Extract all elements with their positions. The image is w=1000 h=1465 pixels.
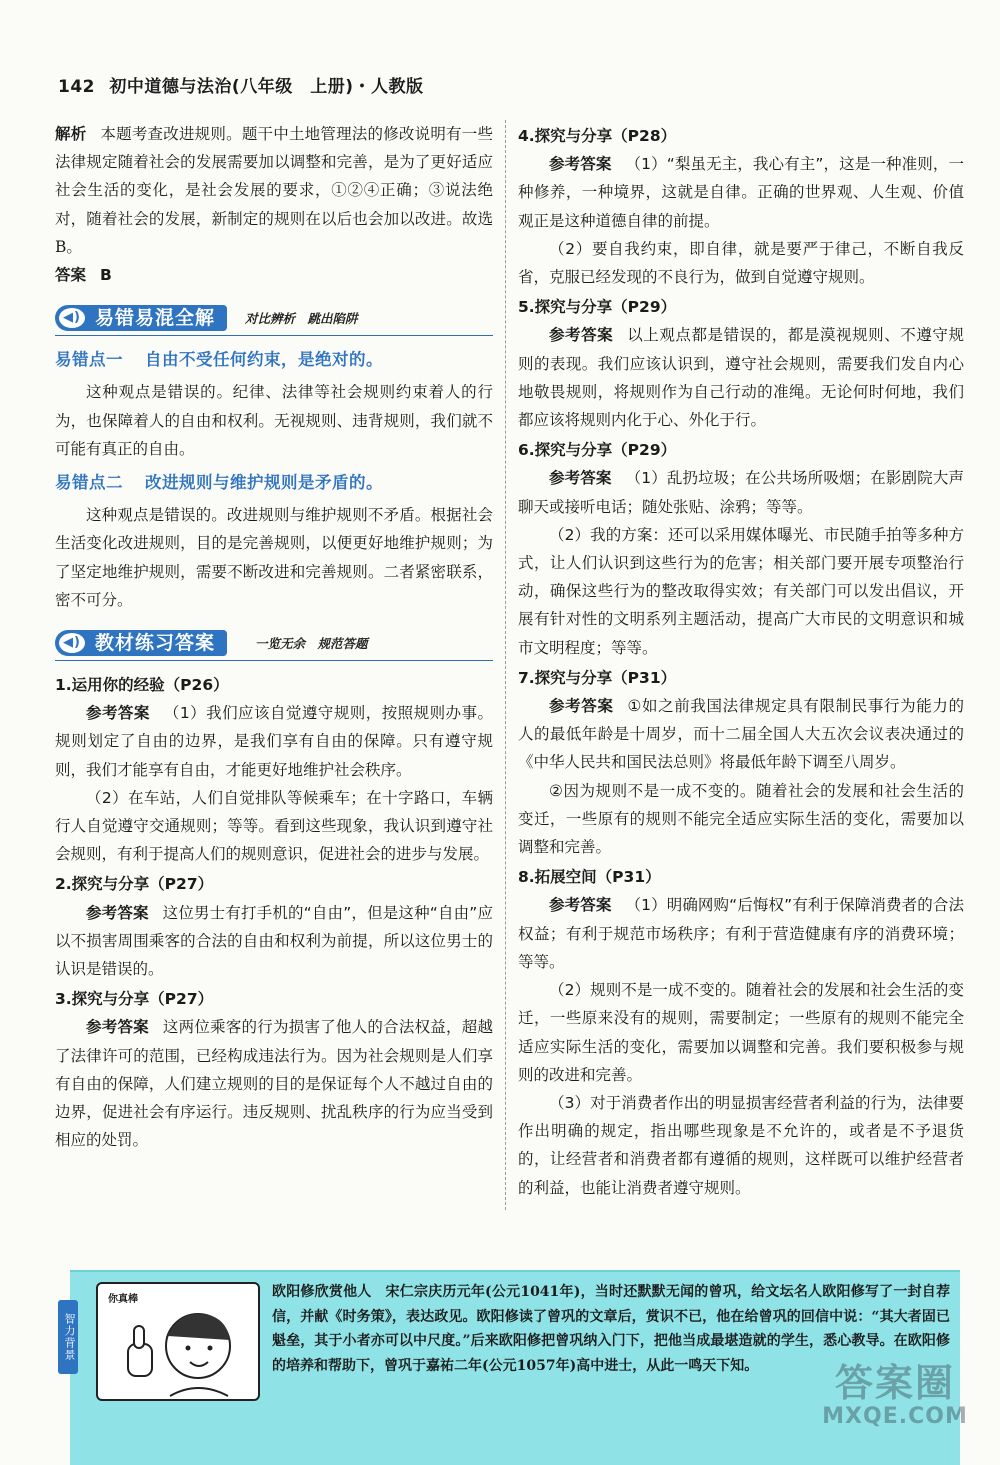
answer-text: ①如之前我国法律规定具有限制民事行为能力的人的最低年龄是十周岁，而十二届全国人大五次会议表决通过的《中华人民共和国民法总则》将最低年龄下调至八周岁。 (518, 697, 964, 772)
ref-answer-label: 参考答案 (86, 704, 150, 723)
question-block (518, 122, 964, 291)
question-title: 2.探究与分享（P27） (55, 875, 214, 894)
story-body: 宋仁宗庆历元年(公元1041年)，当时还默默无闻的曾巩，给文坛名人欧阳修写了一封自荐信，并献《时务策》，表达政见。欧阳修读了曾巩的文章后，赏识不已，他在给曾巩的回信中说：“其大者固已魁垒，其于小者亦可以中尺度。”后来欧阳修把曾巩纳入门下，把他当成最堪造就的学生，悉心教导。在欧阳修的培养和帮助下，曾巩于嘉祐二年(公元1057年)高中进士，从此一鸣天下知。 (272, 1284, 951, 1374)
comic-illustration (96, 1282, 260, 1401)
question-block (518, 293, 964, 434)
answer-paragraph: （2）规则不是一成不变的。随着社会的发展和社会生活的变迁，一些原来没有的规则，需要制定；一些原有的规则不能完全适应实际生活的变化，需要加以调整和完善。我们要积极参与规则的改进和完善。 (518, 981, 964, 1084)
comic-bubble: 你真棒 (108, 1294, 138, 1305)
answer-value: B (100, 266, 112, 285)
answer-paragraph (55, 1013, 493, 1154)
error-point-title (55, 469, 493, 497)
error-point-text: 这种观点是错误的。纪律、法律等社会规则约束着人的行为，也保障着人的自由和权利。无视规则、违背规则，我们就不可能有真正的自由。 (55, 383, 493, 458)
answer-paragraph (518, 464, 964, 520)
question-title: 7.探究与分享（P31） (518, 668, 677, 687)
ref-answer-label: 参考答案 (549, 155, 612, 174)
answer-paragraph (55, 699, 493, 784)
error-point (55, 346, 493, 463)
question-title: 8.拓展空间（P31） (518, 868, 661, 887)
section-title: 教材练习答案 (95, 632, 216, 655)
banner-pill (55, 630, 227, 656)
analysis-paragraph (55, 120, 493, 261)
answer-paragraph: （2）我的方案：还可以采用媒体曝光、市民随手拍等多种方式，让人们认识到这些行为的危害；相关部门要开展专项整治行动，确保这些行为的整改取得实效；有关部门可以发出倡议，开展有针对性的文明系列主题活动，提高广大市民的文明意识和城市文明程度；等等。 (518, 525, 964, 657)
ref-answer-label: 参考答案 (86, 1018, 149, 1037)
watermark-line1: 答案圈 (834, 1361, 955, 1405)
right-column (518, 120, 964, 1202)
error-point-label: 易错点一 (55, 350, 123, 370)
answer-paragraph: （3）对于消费者作出的明显损害经营者利益的行为，法律要作出明确的规定，指出哪些现象是不允许的，或者是不予退货的，让经营者和消费者都有遵循的规则，这样既可以维护经营者的利益，也能让消费者遵守规则。 (518, 1093, 964, 1197)
watermark-line2: MXQE.COM (822, 1404, 968, 1429)
answer-label: 答案 (55, 266, 87, 285)
question-title: 6.探究与分享（P29） (518, 441, 677, 460)
section-subtitle: 对比辨析 跳出陷阱 (245, 311, 358, 327)
question-title: 4.探究与分享（P28） (518, 127, 677, 145)
error-point-label: 易错点二 (55, 473, 123, 493)
column-divider (505, 120, 506, 1210)
answer-text: 以上观点都是错误的，都是漠视规则、不遵守规则的表现。我们应该认识到，遵守社会规则，需要我们发自内心地敬畏规则，将规则作为自己行动的准绳。无论何时何地，我们都应该将规则内化于心、外化于行。 (518, 326, 964, 430)
answer-text: （1）我们应该自觉遵守规则，按照规则办事。规则划定了自由的边界，是我们享有自由的保障。只有遵守规则，我们才能享有自由，才能更好地维护社会秩序。 (55, 704, 493, 779)
book-title: 初中道德与法治(八年级 上册)・人教版 (109, 77, 424, 97)
section-banner-errors (55, 305, 493, 336)
question-block (518, 436, 964, 662)
error-point-title (55, 346, 493, 374)
ref-answer-label: 参考答案 (549, 469, 612, 488)
question-title: 1.运用你的经验（P26） (55, 676, 229, 695)
ref-answer-label: 参考答案 (549, 697, 614, 716)
question-title: 3.探究与分享（P27） (55, 990, 214, 1009)
answer-text: （1）乱扔垃圾；在公共场所吸烟；在影剧院大声聊天或接听电话；随处张贴、涂鸦；等等。 (518, 469, 964, 516)
answer-text: （1）明确网购“后悔权”有利于保障消费者的合法权益；有利于规范市场秩序；有利于营造健康有序的消费环境；等等。 (518, 896, 964, 971)
answer-line (55, 261, 493, 289)
answer-text: 这两位乘客的行为损害了他人的合法权益，超越了法律许可的范围，已经构成违法行为。因为社会规则是人们享有自由的保障，人们建立规则的目的是保证每个人不越过自由的边界，促进社会有序运行。违反规则、扰乱秩序的行为应当受到相应的处罚。 (55, 1018, 493, 1150)
page-number: 142 (58, 77, 95, 97)
side-tab: 智力背景 (58, 1300, 78, 1374)
ref-answer-label: 参考答案 (549, 326, 614, 345)
answer-paragraph (518, 321, 964, 434)
section-subtitle: 一览无余 规范答题 (255, 635, 368, 651)
speaker-icon: ◀) (59, 633, 85, 653)
error-point-text: 这种观点是错误的。改进规则与维护规则不矛盾。根据社会生活变化改进规则，目的是完善规则，以便更好地维护规则；为了坚定地维护规则，需要不断改进和完善规则。二者紧密联系，密不可分。 (55, 506, 493, 609)
answer-paragraph: （2）在车站，人们自觉排队等候乘车；在十字路口，车辆行人自觉遵守交通规则；等等。看到这些现象，我认识到遵守社会规则，有利于提高人们的规则意识，促进社会的进步与发展。 (55, 788, 493, 864)
error-point (55, 469, 493, 614)
watermark-logo (820, 1362, 970, 1430)
section-title: 易错易混全解 (95, 307, 216, 330)
question-block (55, 870, 493, 983)
analysis-text: 本题考查改进规则。题干中土地管理法的修改说明有一些法律规定随着社会的发展需要加以调整和完善，是为了更好适应社会生活的变化，是社会发展的要求，①②④正确；③说法绝对，随着社会的发展，新制定的规则在以后也会加以改进。故选B。 (55, 125, 493, 256)
section-banner-answers (55, 630, 493, 661)
analysis-label: 解析 (55, 125, 87, 143)
answer-paragraph (518, 692, 964, 777)
answer-paragraph (518, 891, 964, 976)
question-title: 5.探究与分享（P29） (518, 298, 677, 317)
speaker-icon: ◀) (59, 308, 85, 328)
error-point-heading: 改进规则与维护规则是矛盾的。 (145, 473, 383, 493)
page-header (58, 72, 423, 97)
story-title: 欧阳修欣赏他人 (272, 1284, 372, 1300)
left-column (55, 120, 493, 1155)
ref-answer-label: 参考答案 (549, 896, 612, 915)
answer-text: 这位男士有打手机的“自由”，但是这种“自由”应以不损害周围乘客的合法的自由和权利为前提，所以这位男士的认识是错误的。 (55, 903, 493, 979)
answer-paragraph: ②因为规则不是一成不变的。随着社会的发展和社会生活的变迁，一些原有的规则不能完全适应实际生活的变化，需要加以调整和完善。 (518, 781, 964, 857)
answer-paragraph: （2）要自我约束，即自律，就是要严于律己，不断自我反省，克服已经发现的不良行为，做到自觉遵守规则。 (518, 239, 964, 287)
ref-answer-label: 参考答案 (86, 903, 149, 922)
error-point-heading: 自由不受任何约束，是绝对的。 (145, 350, 383, 370)
question-block (518, 664, 964, 861)
answer-paragraph (518, 150, 964, 235)
answer-paragraph (55, 899, 493, 984)
banner-pill (55, 305, 227, 331)
answer-text: （1）“梨虽无主，我心有主”，这是一种准则，一种修养，一种境界，这就是自律。正确的世界观、人生观、价值观正是这种道德自律的前提。 (518, 155, 964, 230)
question-block (55, 671, 493, 868)
question-block (55, 985, 493, 1154)
question-block (518, 863, 964, 1201)
